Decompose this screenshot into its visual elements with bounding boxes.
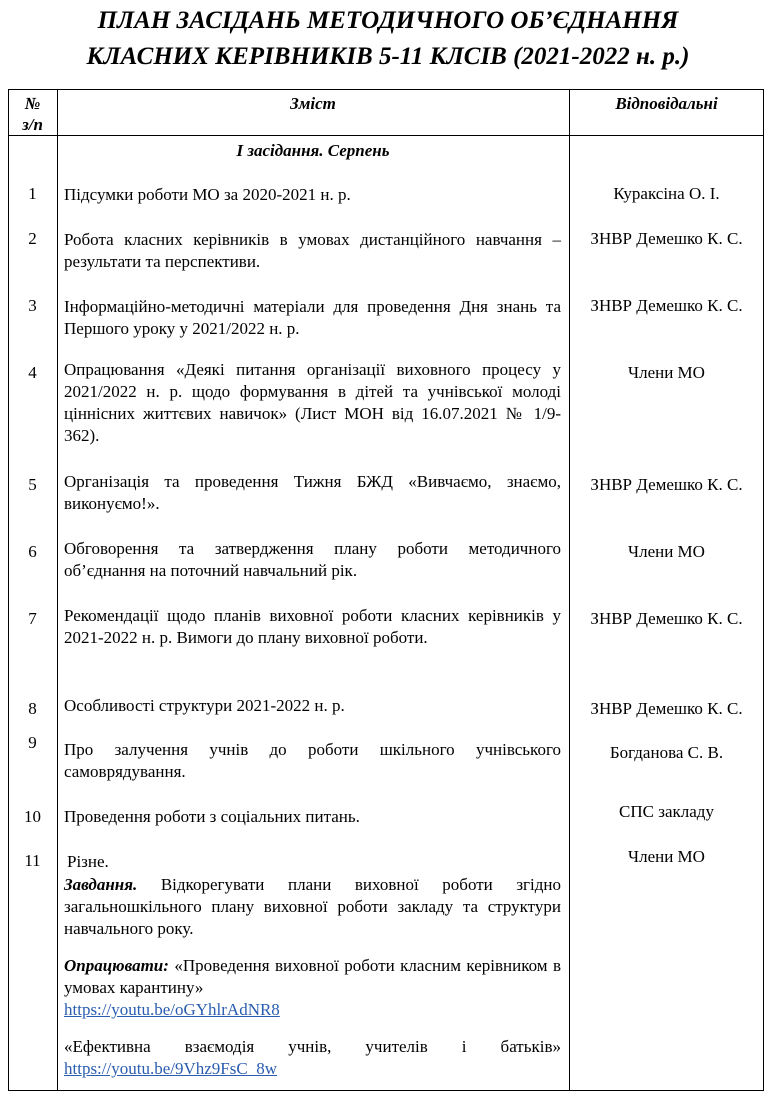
header-number-symbol: № xyxy=(24,94,41,113)
row-number: 3 xyxy=(28,296,37,315)
section-title: І засідання. Серпень xyxy=(236,141,390,160)
row-content: Обговорення та затвердження плану роботи методичного об’єднання на поточний навчальний рік. xyxy=(64,539,561,580)
row-number: 9 xyxy=(28,733,37,752)
header-number xyxy=(8,93,57,135)
row-responsible: СПС закладу xyxy=(619,802,714,821)
row-responsible: Богданова С. В. xyxy=(609,743,724,762)
title-line-2: КЛАСНИХ КЕРІВНИКІВ 5-11 КЛСІВ (2021-2022 н. р.) xyxy=(86,43,690,70)
item2-text: «Ефективна взаємодія учнів, учителів і батьків» xyxy=(64,1037,561,1056)
row-content: Робота класних керівників в умовах дистанційного навчання – результати та перспективи. xyxy=(64,230,561,271)
row-responsible: ЗНВР Демешко К. С. xyxy=(590,229,743,248)
row-number: 2 xyxy=(28,229,37,248)
row-content: Опрацювання «Деякі питання організації виховного процесу у 2021/2022 н. р. щодо формування в дітей та учнівської молоді ціннісних життєвих навичок» (Лист МОН від 16.07.2021 № 1/9-362). xyxy=(64,360,561,445)
row-number: 1 xyxy=(28,184,37,203)
title-line-1: ПЛАН ЗАСІДАНЬ МЕТОДИЧНОГО ОБ’ЄДНАННЯ xyxy=(97,7,679,34)
header-content: Зміст xyxy=(290,94,336,113)
row-number: 4 xyxy=(28,363,37,382)
study-text: «Проведення виховної роботи класним керівником в умовах карантину» xyxy=(64,956,562,997)
study-paragraph xyxy=(64,955,561,999)
row-content: Проведення роботи з соціальних питань. xyxy=(64,807,360,826)
study-label: Опрацювати: xyxy=(64,956,169,975)
task-paragraph xyxy=(64,874,561,940)
task-text: Відкорегувати плани виховної роботи згідно загальношкільного плану виховної роботи закладу та структури навчального року. xyxy=(64,875,561,938)
header-divider xyxy=(8,135,764,136)
row-responsible: ЗНВР Демешко К. С. xyxy=(590,296,743,315)
row-content: Про залучення учнів до роботи шкільного учнівського самоврядування. xyxy=(64,740,561,781)
row-number: 8 xyxy=(28,699,37,718)
row-content: Інформаційно-методичні матеріали для проведення Дня знань та Першого уроку у 2021/2022 н. р. xyxy=(64,297,561,338)
row-content: Особливості структури 2021-2022 н. р. xyxy=(64,696,345,715)
row-responsible: Члени МО xyxy=(628,542,705,561)
row-responsible: Члени МО xyxy=(628,363,705,382)
row-content: Різне. xyxy=(67,852,109,871)
row-responsible: ЗНВР Демешко К. С. xyxy=(590,475,743,494)
youtube-link-2[interactable]: https://youtu.be/9Vhz9FsC_8w xyxy=(64,1059,277,1078)
row-number: 7 xyxy=(28,609,37,628)
row-responsible: ЗНВР Демешко К. С. xyxy=(590,609,743,628)
row-content: Рекомендації щодо планів виховної роботи класних керівників у 2021-2022 н. р. Вимоги до плану виховної роботи. xyxy=(64,606,561,647)
header-responsible: Відповідальні xyxy=(615,94,718,113)
row-responsible: Члени МО xyxy=(628,847,705,866)
row-responsible: Кураксіна О. І. xyxy=(613,184,720,203)
link-line xyxy=(64,999,561,1021)
row-number: 11 xyxy=(24,851,41,870)
youtube-link-1[interactable]: https://youtu.be/oGYhlrAdNR8 xyxy=(64,1000,280,1019)
row-responsible: ЗНВР Демешко К. С. xyxy=(590,699,743,718)
column-divider xyxy=(57,89,58,1091)
header-number-abbr: з/п xyxy=(22,115,43,134)
row-number: 10 xyxy=(24,807,41,826)
row-content: Підсумки роботи МО за 2020-2021 н. р. xyxy=(64,185,351,204)
row-number: 5 xyxy=(28,475,37,494)
row-number: 6 xyxy=(28,542,37,561)
task-label: Завдання. xyxy=(64,875,138,894)
link-line xyxy=(64,1058,561,1080)
row-content: Організація та проведення Тижня БЖД «Вивчаємо, знаємо, виконуємо!». xyxy=(64,472,561,513)
